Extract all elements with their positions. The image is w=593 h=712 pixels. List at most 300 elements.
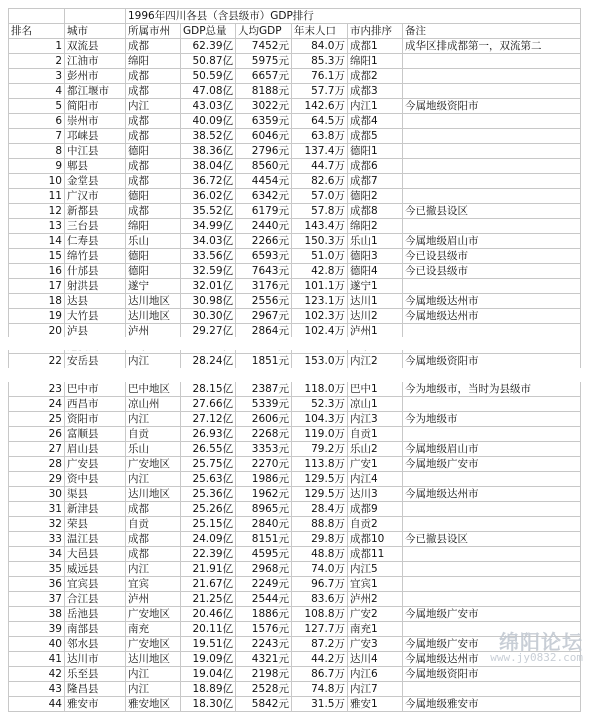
cell-rank: 35 — [9, 562, 65, 577]
header-note: 备注 — [403, 24, 581, 39]
cell-gdp-total: 22.39亿 — [181, 547, 236, 562]
site-watermark — [490, 632, 583, 663]
cell-rank: 3 — [9, 69, 65, 84]
cell-note — [403, 114, 581, 129]
cell-population: 119.0万 — [292, 427, 348, 442]
cell-gdp-total: 24.09亿 — [181, 532, 236, 547]
cell-city-rank: 达川2 — [348, 309, 403, 324]
cell-gdp-per-capita: 2268元 — [236, 427, 292, 442]
cell-population: 76.1万 — [292, 69, 348, 84]
cell-gdp-per-capita: 7452元 — [236, 39, 292, 54]
cell-gdp-total: 32.59亿 — [181, 264, 236, 279]
cell-note — [403, 502, 581, 517]
cell-gdp-per-capita: 1576元 — [236, 622, 292, 637]
cell-city-rank: 广安2 — [348, 607, 403, 622]
cell-prefecture: 泸州 — [126, 592, 181, 607]
cell-gdp-per-capita: 2440元 — [236, 219, 292, 234]
cell-city-rank: 内江3 — [348, 412, 403, 427]
cell-city: 绵竹县 — [65, 249, 126, 264]
cell-gdp-total: 43.03亿 — [181, 99, 236, 114]
cell-gdp-per-capita: 2967元 — [236, 309, 292, 324]
cell-city: 眉山县 — [65, 442, 126, 457]
cell-population: 83.6万 — [292, 592, 348, 607]
cell-city-rank: 成都8 — [348, 204, 403, 219]
cell-note: 今属地级达州市 — [403, 652, 581, 667]
cell-city: 达县 — [65, 294, 126, 309]
cell-gdp-per-capita: 4595元 — [236, 547, 292, 562]
cell-city-rank: 内江7 — [348, 682, 403, 697]
cell-city: 什邡县 — [65, 264, 126, 279]
cell-note: 今属地级广安市 — [403, 457, 581, 472]
table-title: 1996年四川各县（含县级市）GDP排行 — [126, 9, 581, 24]
cell-population: 44.7万 — [292, 159, 348, 174]
cell-rank: 30 — [9, 487, 65, 502]
cell-prefecture: 成都 — [126, 204, 181, 219]
cell-city-rank: 成都1 — [348, 39, 403, 54]
cell-rank: 28 — [9, 457, 65, 472]
cell-gdp-per-capita: 2968元 — [236, 562, 292, 577]
cell-note — [403, 159, 581, 174]
cell-city: 泸县 — [65, 324, 126, 339]
cell-prefecture: 乐山 — [126, 442, 181, 457]
cell-gdp-per-capita: 6657元 — [236, 69, 292, 84]
cell-prefecture: 绵阳 — [126, 54, 181, 69]
table-row — [9, 234, 581, 249]
table-row — [9, 457, 581, 472]
table-row — [9, 354, 581, 376]
cell-population: 44.2万 — [292, 652, 348, 667]
cell-rank: 20 — [9, 324, 65, 339]
cell-gdp-total: 30.98亿 — [181, 294, 236, 309]
cell-city: 崇州市 — [65, 114, 126, 129]
cell-population: 79.2万 — [292, 442, 348, 457]
cell-gdp-total: 36.02亿 — [181, 189, 236, 204]
cell-prefecture: 泸州 — [126, 324, 181, 339]
cell-rank: 10 — [9, 174, 65, 189]
cell-city-rank: 遂宁1 — [348, 279, 403, 294]
cell-gdp-total: 30.30亿 — [181, 309, 236, 324]
cell-population: 127.7万 — [292, 622, 348, 637]
cell-prefecture: 内江 — [126, 412, 181, 427]
cell-prefecture: 成都 — [126, 547, 181, 562]
table-row — [9, 144, 581, 159]
cell-note — [403, 577, 581, 592]
cell-gdp-per-capita: 4454元 — [236, 174, 292, 189]
cell-gdp-total: 27.12亿 — [181, 412, 236, 427]
cell-city: 大邑县 — [65, 547, 126, 562]
cell-city: 合江县 — [65, 592, 126, 607]
cell-prefecture: 遂宁 — [126, 279, 181, 294]
cell-note: 今属地级达州市 — [403, 309, 581, 324]
cell-gdp-total: 19.09亿 — [181, 652, 236, 667]
cell-population: 123.1万 — [292, 294, 348, 309]
cell-rank: 19 — [9, 309, 65, 324]
cell-gdp-per-capita: 8965元 — [236, 502, 292, 517]
cell-gdp-per-capita: 2387元 — [236, 375, 292, 397]
cell-rank: 37 — [9, 592, 65, 607]
header-population: 年末人口 — [292, 24, 348, 39]
cell-note — [403, 562, 581, 577]
table-row — [9, 219, 581, 234]
cell-gdp-per-capita: 3176元 — [236, 279, 292, 294]
cell-city-rank: 乐山1 — [348, 234, 403, 249]
cell-city: 温江县 — [65, 532, 126, 547]
cell-gdp-per-capita: 2606元 — [236, 412, 292, 427]
cell-rank: 25 — [9, 412, 65, 427]
cell-city-rank: 成都6 — [348, 159, 403, 174]
cell-city: 大竹县 — [65, 309, 126, 324]
cell-city: 荣县 — [65, 517, 126, 532]
cell-city-rank: 内江2 — [348, 354, 403, 376]
cell-gdp-per-capita: 1962元 — [236, 487, 292, 502]
cell-gdp-total: 36.72亿 — [181, 174, 236, 189]
cell-city: 南部县 — [65, 622, 126, 637]
cell-note: 今属地级眉山市 — [403, 234, 581, 249]
cell-population: 142.6万 — [292, 99, 348, 114]
table-row — [9, 517, 581, 532]
cell-prefecture: 内江 — [126, 562, 181, 577]
cell-prefecture: 广安地区 — [126, 607, 181, 622]
cell-prefecture: 凉山州 — [126, 397, 181, 412]
cell-population: 85.3万 — [292, 54, 348, 69]
image-seam — [8, 337, 580, 350]
cell-city: 岳池县 — [65, 607, 126, 622]
cell-rank: 23 — [9, 375, 65, 397]
cell-gdp-total: 20.46亿 — [181, 607, 236, 622]
cell-note: 今已撤县设区 — [403, 204, 581, 219]
table-row — [9, 472, 581, 487]
cell-gdp-total: 34.03亿 — [181, 234, 236, 249]
cell-rank: 6 — [9, 114, 65, 129]
cell-prefecture: 内江 — [126, 472, 181, 487]
table-row — [9, 174, 581, 189]
cell-city: 渠县 — [65, 487, 126, 502]
cell-rank: 36 — [9, 577, 65, 592]
cell-city: 简阳市 — [65, 99, 126, 114]
cell-note: 今属地级眉山市 — [403, 442, 581, 457]
cell-gdp-per-capita: 2544元 — [236, 592, 292, 607]
cell-gdp-per-capita: 6179元 — [236, 204, 292, 219]
cell-note — [403, 84, 581, 99]
cell-prefecture: 雅安地区 — [126, 697, 181, 712]
cell-prefecture: 成都 — [126, 502, 181, 517]
cell-rank: 16 — [9, 264, 65, 279]
table-row — [9, 279, 581, 294]
cell-city: 宜宾县 — [65, 577, 126, 592]
table-row — [9, 189, 581, 204]
table-row — [9, 442, 581, 457]
table-row — [9, 697, 581, 712]
cell-city: 威远县 — [65, 562, 126, 577]
cell-prefecture: 内江 — [126, 682, 181, 697]
cell-city-rank: 成都11 — [348, 547, 403, 562]
table-row — [9, 502, 581, 517]
table-row — [9, 204, 581, 219]
cell-city: 郫县 — [65, 159, 126, 174]
cell-gdp-per-capita: 6593元 — [236, 249, 292, 264]
cell-prefecture: 成都 — [126, 174, 181, 189]
cell-prefecture: 达川地区 — [126, 652, 181, 667]
table-row — [9, 547, 581, 562]
cell-prefecture: 达川地区 — [126, 309, 181, 324]
cell-rank: 42 — [9, 667, 65, 682]
cell-gdp-per-capita: 2270元 — [236, 457, 292, 472]
cell-rank: 12 — [9, 204, 65, 219]
header-city-rank: 市内排序 — [348, 24, 403, 39]
cell-population: 28.4万 — [292, 502, 348, 517]
cell-note — [403, 427, 581, 442]
table-row — [9, 592, 581, 607]
cell-rank: 17 — [9, 279, 65, 294]
gdp-table — [8, 8, 581, 712]
cell-gdp-total: 38.36亿 — [181, 144, 236, 159]
cell-city-rank: 德阳4 — [348, 264, 403, 279]
cell-note: 今属地级雅安市 — [403, 697, 581, 712]
cell-city: 彭州市 — [65, 69, 126, 84]
cell-gdp-total: 28.24亿 — [181, 354, 236, 376]
cell-gdp-total: 38.04亿 — [181, 159, 236, 174]
cell-gdp-total: 26.55亿 — [181, 442, 236, 457]
cell-prefecture: 内江 — [126, 667, 181, 682]
cell-population: 88.8万 — [292, 517, 348, 532]
cell-gdp-total: 38.52亿 — [181, 129, 236, 144]
cell-prefecture: 成都 — [126, 69, 181, 84]
cell-rank: 34 — [9, 547, 65, 562]
cell-rank: 13 — [9, 219, 65, 234]
cell-gdp-total: 19.04亿 — [181, 667, 236, 682]
cell-city: 邻水县 — [65, 637, 126, 652]
cell-city: 江油市 — [65, 54, 126, 69]
cell-gdp-total: 50.59亿 — [181, 69, 236, 84]
cell-gdp-total: 62.39亿 — [181, 39, 236, 54]
cell-note: 今已设县级市 — [403, 264, 581, 279]
cell-note — [403, 279, 581, 294]
cell-prefecture: 自贡 — [126, 427, 181, 442]
cell-city-rank: 内江6 — [348, 667, 403, 682]
cell-city-rank: 成都5 — [348, 129, 403, 144]
cell-note: 今已设县级市 — [403, 249, 581, 264]
cell-gdp-total: 32.01亿 — [181, 279, 236, 294]
cell-city: 射洪县 — [65, 279, 126, 294]
cell-city: 安岳县 — [65, 354, 126, 376]
cell-rank: 11 — [9, 189, 65, 204]
table-row — [9, 427, 581, 442]
cell-city: 巴中市 — [65, 375, 126, 397]
table-row — [9, 84, 581, 99]
cell-population: 31.5万 — [292, 697, 348, 712]
cell-prefecture: 成都 — [126, 532, 181, 547]
cell-prefecture: 德阳 — [126, 264, 181, 279]
cell-city-rank: 绵阳1 — [348, 54, 403, 69]
cell-gdp-total: 18.89亿 — [181, 682, 236, 697]
cell-population: 42.8万 — [292, 264, 348, 279]
cell-city: 新津县 — [65, 502, 126, 517]
cell-city-rank: 巴中1 — [348, 375, 403, 397]
cell-city-rank: 德阳3 — [348, 249, 403, 264]
cell-rank: 8 — [9, 144, 65, 159]
cell-gdp-total: 27.66亿 — [181, 397, 236, 412]
cell-city-rank: 凉山1 — [348, 397, 403, 412]
cell-population: 129.5万 — [292, 487, 348, 502]
cell-gdp-total: 25.15亿 — [181, 517, 236, 532]
cell-city-rank: 内江4 — [348, 472, 403, 487]
cell-population: 108.8万 — [292, 607, 348, 622]
cell-note: 今为地级市，当时为县级市 — [403, 375, 581, 397]
cell-rank: 7 — [9, 129, 65, 144]
cell-rank: 14 — [9, 234, 65, 249]
cell-rank: 39 — [9, 622, 65, 637]
cell-prefecture: 成都 — [126, 129, 181, 144]
cell-note — [403, 472, 581, 487]
cell-note — [403, 174, 581, 189]
cell-city: 都江堰市 — [65, 84, 126, 99]
cell-rank: 40 — [9, 637, 65, 652]
cell-prefecture: 南充 — [126, 622, 181, 637]
cell-population: 57.0万 — [292, 189, 348, 204]
cell-city: 乐至县 — [65, 667, 126, 682]
cell-note: 成华区排成都第一，双流第二 — [403, 39, 581, 54]
cell-rank: 1 — [9, 39, 65, 54]
cell-city-rank: 达川1 — [348, 294, 403, 309]
cell-prefecture: 德阳 — [126, 189, 181, 204]
table-row — [9, 682, 581, 697]
cell-gdp-total: 26.93亿 — [181, 427, 236, 442]
cell-gdp-total: 25.75亿 — [181, 457, 236, 472]
cell-gdp-total: 25.63亿 — [181, 472, 236, 487]
cell-population: 150.3万 — [292, 234, 348, 249]
cell-gdp-per-capita: 2864元 — [236, 324, 292, 339]
cell-city: 三台县 — [65, 219, 126, 234]
cell-gdp-per-capita: 8560元 — [236, 159, 292, 174]
cell-population: 96.7万 — [292, 577, 348, 592]
cell-gdp-per-capita: 1886元 — [236, 607, 292, 622]
cell-gdp-per-capita: 3022元 — [236, 99, 292, 114]
cell-prefecture: 德阳 — [126, 144, 181, 159]
table-row — [9, 129, 581, 144]
cell-rank: 33 — [9, 532, 65, 547]
cell-city-rank: 达川3 — [348, 487, 403, 502]
cell-prefecture: 自贡 — [126, 517, 181, 532]
cell-gdp-per-capita: 8151元 — [236, 532, 292, 547]
table-row — [9, 39, 581, 54]
cell-city-rank: 绵阳2 — [348, 219, 403, 234]
cell-gdp-total: 18.30亿 — [181, 697, 236, 712]
cell-rank: 32 — [9, 517, 65, 532]
cell-population: 64.5万 — [292, 114, 348, 129]
cell-gdp-total: 50.87亿 — [181, 54, 236, 69]
cell-rank: 9 — [9, 159, 65, 174]
cell-gdp-per-capita: 4321元 — [236, 652, 292, 667]
cell-city: 广汉市 — [65, 189, 126, 204]
cell-note: 今属地级资阳市 — [403, 667, 581, 682]
cell-gdp-per-capita: 6046元 — [236, 129, 292, 144]
cell-gdp-total: 21.25亿 — [181, 592, 236, 607]
cell-city-rank: 广安1 — [348, 457, 403, 472]
cell-gdp-per-capita: 5975元 — [236, 54, 292, 69]
cell-gdp-per-capita: 2198元 — [236, 667, 292, 682]
cell-rank: 29 — [9, 472, 65, 487]
cell-rank: 41 — [9, 652, 65, 667]
cell-gdp-per-capita: 2243元 — [236, 637, 292, 652]
cell-population: 52.3万 — [292, 397, 348, 412]
watermark-text: 绵阳论坛 — [499, 630, 583, 654]
cell-population: 48.8万 — [292, 547, 348, 562]
table-row — [9, 375, 581, 397]
cell-prefecture: 成都 — [126, 114, 181, 129]
cell-prefecture: 德阳 — [126, 249, 181, 264]
cell-gdp-per-capita: 2528元 — [236, 682, 292, 697]
header-rank: 排名 — [9, 24, 65, 39]
cell-city-rank: 内江1 — [348, 99, 403, 114]
cell-city-rank: 南充1 — [348, 622, 403, 637]
cell-population: 51.0万 — [292, 249, 348, 264]
cell-prefecture: 广安地区 — [126, 637, 181, 652]
cell-city-rank: 广安3 — [348, 637, 403, 652]
cell-note: 今属地级达州市 — [403, 487, 581, 502]
title-row — [9, 9, 581, 24]
cell-note — [403, 54, 581, 69]
cell-note: 今为地级市 — [403, 412, 581, 427]
cell-note — [403, 517, 581, 532]
cell-population: 101.1万 — [292, 279, 348, 294]
cell-population: 104.3万 — [292, 412, 348, 427]
cell-city-rank: 泸州1 — [348, 324, 403, 339]
cell-gdp-per-capita: 6359元 — [236, 114, 292, 129]
cell-prefecture: 成都 — [126, 159, 181, 174]
cell-note — [403, 189, 581, 204]
cell-city-rank: 达川4 — [348, 652, 403, 667]
cell-gdp-total: 29.27亿 — [181, 324, 236, 339]
header-row — [9, 24, 581, 39]
watermark-url: www.jy0832.com — [490, 651, 583, 664]
table-row — [9, 607, 581, 622]
cell-rank: 15 — [9, 249, 65, 264]
table-row — [9, 294, 581, 309]
cell-city: 隆昌县 — [65, 682, 126, 697]
cell-gdp-total: 47.08亿 — [181, 84, 236, 99]
cell-gdp-per-capita: 3353元 — [236, 442, 292, 457]
cell-note — [403, 129, 581, 144]
cell-note — [403, 144, 581, 159]
table-row — [9, 487, 581, 502]
cell-city: 广安县 — [65, 457, 126, 472]
cell-city: 仁寿县 — [65, 234, 126, 249]
cell-city-rank: 内江5 — [348, 562, 403, 577]
cell-gdp-total: 21.91亿 — [181, 562, 236, 577]
cell-gdp-per-capita: 5842元 — [236, 697, 292, 712]
cell-city: 达川市 — [65, 652, 126, 667]
cell-city-rank: 德阳2 — [348, 189, 403, 204]
cell-city: 雅安市 — [65, 697, 126, 712]
cell-population: 74.0万 — [292, 562, 348, 577]
cell-gdp-total: 25.26亿 — [181, 502, 236, 517]
header-gdp-total: GDP总量 — [181, 24, 236, 39]
cell-population: 74.8万 — [292, 682, 348, 697]
cell-gdp-total: 35.52亿 — [181, 204, 236, 219]
cell-rank: 22 — [9, 354, 65, 376]
cell-rank: 2 — [9, 54, 65, 69]
table-row — [9, 309, 581, 324]
cell-note — [403, 219, 581, 234]
table-row — [9, 159, 581, 174]
cell-gdp-total: 25.36亿 — [181, 487, 236, 502]
cell-city-rank: 乐山2 — [348, 442, 403, 457]
cell-population: 86.7万 — [292, 667, 348, 682]
table-row — [9, 397, 581, 412]
cell-gdp-per-capita: 2840元 — [236, 517, 292, 532]
cell-population: 57.8万 — [292, 204, 348, 219]
cell-gdp-total: 33.56亿 — [181, 249, 236, 264]
